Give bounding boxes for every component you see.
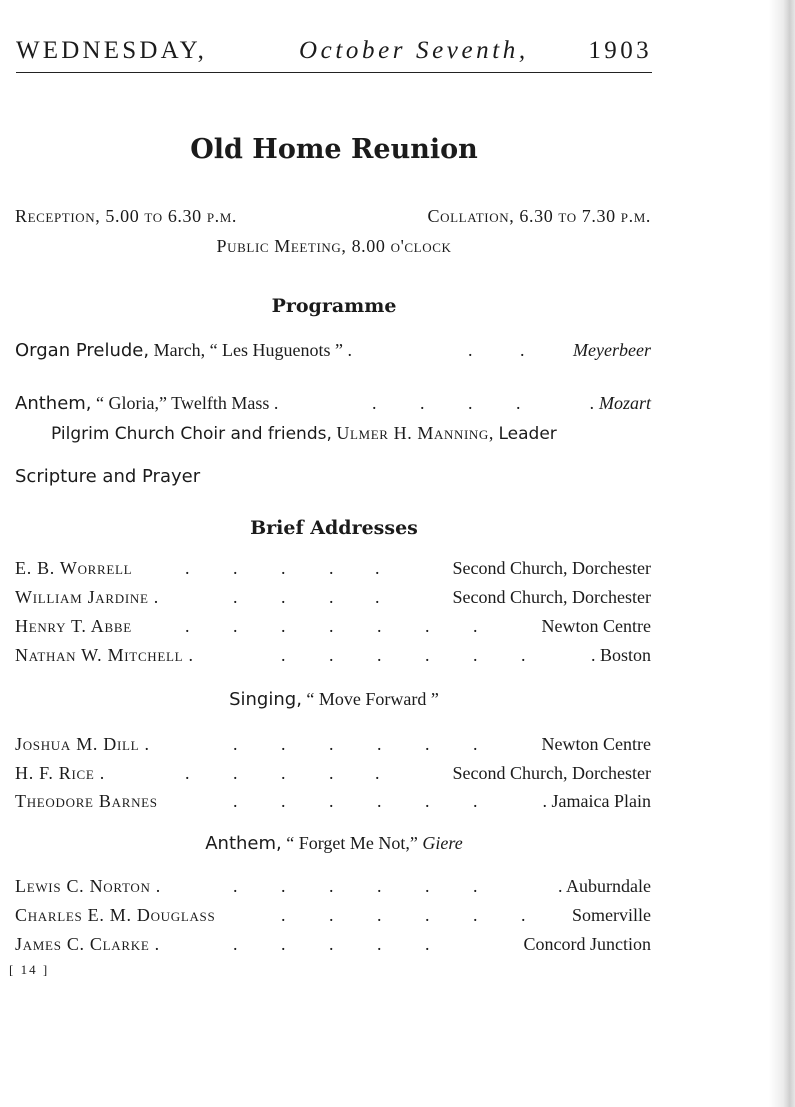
anthem-forget-piece: “ Forget Me Not,”: [286, 833, 418, 853]
choir-leader-role: Leader: [498, 424, 557, 444]
address-row: William Jardine . . . . . Second Church, Dorchester: [15, 584, 651, 610]
speaker-name: Joshua M. Dill .: [15, 734, 150, 754]
header-year: 1903: [588, 37, 652, 64]
page-header: [16, 30, 652, 73]
speaker-place: Newton Centre: [541, 734, 651, 754]
speaker-name: James C. Clarke .: [15, 934, 160, 954]
choir-line: [51, 420, 557, 447]
address-row: Charles E. M. Douglass . . . . . . Somerville: [15, 902, 651, 928]
choir-leader-name: Ulmer H. Manning,: [336, 423, 494, 443]
collation-time: Collation, 6.30 to 7.30 p.m.: [427, 206, 651, 226]
address-row: James C. Clarke . . . . . . Concord Junction: [15, 931, 651, 957]
address-row: Joshua M. Dill . . . . . . . Newton Centre: [15, 731, 651, 757]
singing-label: Singing,: [229, 689, 302, 710]
speaker-name: Henry T. Abbe: [15, 616, 132, 636]
speaker-name: Theodore Barnes: [15, 791, 158, 811]
anthem-gloria-composer: . Mozart: [589, 393, 651, 413]
choir-text: Pilgrim Church Choir and friends,: [51, 424, 332, 444]
speaker-church: Second Church, Dorchester: [452, 558, 651, 578]
page-number: [ 14 ]: [9, 962, 50, 977]
anthem-gloria-line: [15, 390, 278, 417]
speaker-place: . Boston: [590, 645, 651, 665]
page-title: Old Home Reunion: [190, 134, 478, 165]
address-row: Nathan W. Mitchell . . . . . . . . Boston: [15, 642, 651, 668]
program-page: WEDNESDAY, October Seventh, 1903 Old Home Reunion Reception, 5.00 to 6.30 p.m. Collation, 6.30 to 7.30 p.m. Public Meeting, 8.00 o'clock Programme Organ Prelude, March, “ Les Huguenots ” . . . Meyerbeer Anthem, “ Gloria,” Twelfth Mass . . . . . . Mozart Pilgrim Church Choir and friends, Ulmer H. Manning, Leader Scripture and Prayer Brief Addresses E. B. Worrell . . . . . Second Church, Dorchester William Jardine . . . . . Second Church, Dorchester Henry T. Abbe . . . . . . . Newton Centre Nathan W. Mitchell . . . . . . . . Boston Singing, “ Move Forward ” Joshua M. Dill . . . . . . . Newton Centre H. F. Rice . . . . . . Second Church, Dorchester Theodore Barnes . . . . . . . Jamaica Plain Anthem, “ Forget Me Not,” Giere Lewis C. Norton . . . . . . . . Auburndale Charles E. M. Douglass . . . . . . Somerville James C. Clarke . . . . . . Concord Junction [ 14 ]: [0, 0, 795, 1107]
anthem-gloria-piece: “ Gloria,” Twelfth Mass .: [96, 393, 279, 413]
scripture-and-prayer: Scripture and Prayer: [15, 466, 201, 487]
anthem-gloria-label: Anthem,: [15, 393, 92, 414]
speaker-place: . Auburndale: [558, 876, 651, 896]
speaker-church: Second Church, Dorchester: [452, 587, 651, 607]
organ-prelude-line: [15, 337, 352, 364]
speaker-place: Newton Centre: [541, 616, 651, 636]
address-row: Theodore Barnes . . . . . . . Jamaica Plain: [15, 788, 651, 814]
anthem-forget-composer: Giere: [422, 833, 463, 853]
speaker-place: Somerville: [572, 905, 651, 925]
speaker-church: Second Church, Dorchester: [452, 763, 651, 783]
speaker-name: Lewis C. Norton .: [15, 876, 161, 896]
public-meeting-time: Public Meeting, 8.00 o'clock: [216, 236, 452, 256]
speaker-name: William Jardine .: [15, 587, 159, 607]
speaker-name: Nathan W. Mitchell .: [15, 645, 194, 665]
singing-piece: “ Move Forward ”: [306, 689, 439, 709]
speaker-name: Charles E. M. Douglass: [15, 905, 216, 925]
speaker-name: H. F. Rice .: [15, 763, 105, 783]
brief-addresses-heading: Brief Addresses: [250, 517, 418, 539]
speaker-place: Concord Junction: [523, 934, 651, 954]
address-row: Henry T. Abbe . . . . . . . Newton Centre: [15, 613, 651, 639]
address-row: H. F. Rice . . . . . . Second Church, Dorchester: [15, 760, 651, 786]
header-day: WEDNESDAY,: [16, 37, 208, 64]
speaker-name: E. B. Worrell: [15, 558, 133, 578]
speaker-place: . Jamaica Plain: [542, 791, 651, 811]
organ-prelude-piece: March, “ Les Huguenots ” .: [153, 340, 353, 360]
organ-prelude-label: Organ Prelude,: [15, 340, 150, 361]
programme-heading: Programme: [271, 295, 397, 317]
reception-time: Reception, 5.00 to 6.30 p.m.: [15, 206, 238, 226]
singing-line: [0, 686, 668, 713]
anthem-forget-line: [0, 830, 668, 857]
anthem-forget-label: Anthem,: [205, 833, 282, 854]
address-row: E. B. Worrell . . . . . Second Church, Dorchester: [15, 555, 651, 581]
address-row: Lewis C. Norton . . . . . . . . Auburndale: [15, 873, 651, 899]
header-date: October Seventh,: [299, 37, 529, 64]
organ-prelude-composer: Meyerbeer: [573, 340, 651, 360]
